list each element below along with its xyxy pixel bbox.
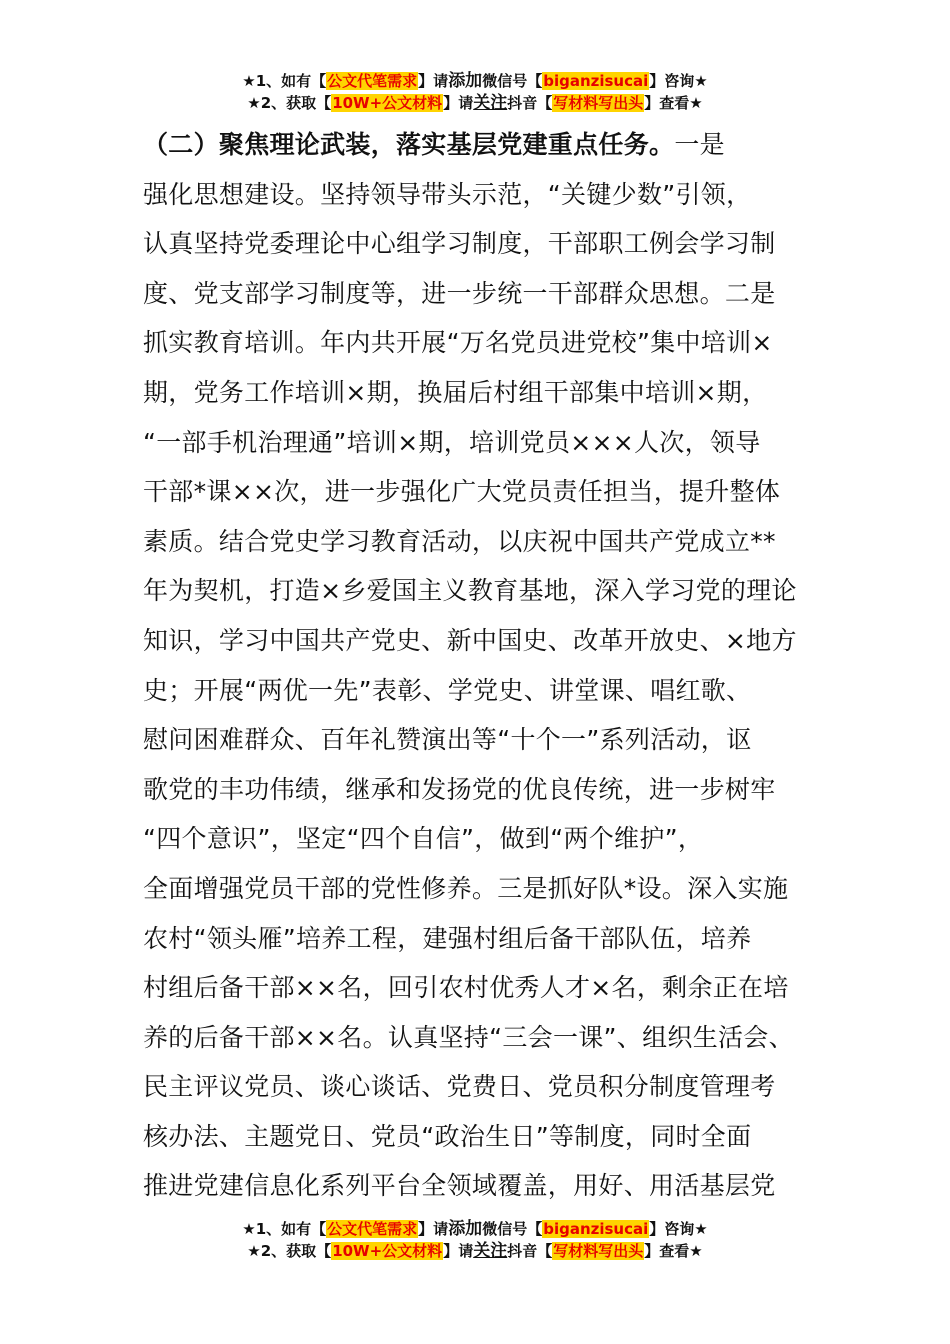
paragraph-line: 全面增强党员干部的党性修养。三是抓好队*设。深入实施 xyxy=(143,873,789,903)
paragraph-line: 歌党的丰功伟绩，继承和发扬党的优良传统，进一步树牢 xyxy=(143,774,776,804)
paragraph-line: 村组后备干部××名，回引农村优秀人才×名，剩余正在培 xyxy=(143,973,789,1003)
paragraph-line: 推进党建信息化系列平台全领域覆盖，用好、用活基层党 xyxy=(143,1171,776,1201)
paragraph-line: 度、党支部学习制度等，进一步统一干部群众思想。二是 xyxy=(143,278,776,308)
highlight-douyin-id: 写材料写出头 xyxy=(553,1242,644,1260)
paragraph-line: 民主评议党员、谈心谈话、党费日、党员积分制度管理考 xyxy=(143,1072,776,1102)
banner-text: 抖音【 xyxy=(507,1242,553,1260)
paragraph-line: 史；开展“两优一先”表彰、学党史、讲堂课、唱红歌、 xyxy=(143,675,752,705)
banner-text: ★2、获取【 xyxy=(247,94,332,112)
paragraph-line: 知识，学习中国共产党史、新中国史、改革开放史、×地方 xyxy=(143,625,797,655)
banner-text: 抖音【 xyxy=(507,94,553,112)
section-heading: （二）聚焦理论武装，落实基层党建重点任务。 xyxy=(143,130,675,159)
highlight-wechat-id: biganzisucai xyxy=(543,1220,649,1238)
banner-text: 】咨询★ xyxy=(649,1220,708,1238)
banner-text: 】请 xyxy=(443,94,474,112)
banner-text: ★2、获取【 xyxy=(247,1242,332,1260)
paragraph-line: 期，党务工作培训×期，换届后村组干部集中培训×期， xyxy=(143,377,768,407)
line-text: 一是 xyxy=(674,130,725,159)
paragraph-line: 素质。结合党史学习教育活动，以庆祝中国共产党成立** xyxy=(143,526,776,556)
emphasis-follow: 关注 xyxy=(473,93,508,113)
top-banner xyxy=(0,70,950,114)
banner-text: 】请 xyxy=(418,1220,449,1238)
banner-line-1 xyxy=(0,70,950,92)
paragraph-line: “一部手机治理通”培训×期，培训党员×××人次，领导 xyxy=(143,427,761,457)
banner-text: ★1、如有【 xyxy=(242,72,327,90)
paragraph-line: 干部*课××次，进一步强化广大党员责任担当，提升整体 xyxy=(143,477,781,507)
emphasis-add: 添加 xyxy=(448,71,483,91)
paragraph-line: 养的后备干部××名。认真坚持“三会一课”、组织生活会、 xyxy=(143,1022,794,1052)
banner-line-2 xyxy=(0,1240,950,1262)
bottom-banner xyxy=(0,1218,950,1262)
banner-text: 】请 xyxy=(443,1242,474,1260)
paragraph-line: 强化思想建设。坚持领导带头示范，“关键少数”引领， xyxy=(143,179,752,209)
emphasis-follow: 关注 xyxy=(473,1241,508,1261)
banner-text: 】查看★ xyxy=(644,94,703,112)
highlight-materials: 10W+公文材料 xyxy=(332,94,443,112)
paragraph-line: 抓实教育培训。年内共开展“万名党员进党校”集中培训× xyxy=(143,328,773,358)
highlight-materials: 10W+公文材料 xyxy=(332,1242,443,1260)
banner-text: 微信号【 xyxy=(482,72,543,90)
highlight-douyin-id: 写材料写出头 xyxy=(553,94,644,112)
banner-line-2 xyxy=(0,92,950,114)
banner-text: 】请 xyxy=(418,72,449,90)
paragraph-line: 认真坚持党委理论中心组学习制度，干部职工例会学习制 xyxy=(143,229,776,259)
banner-text: 微信号【 xyxy=(482,1220,543,1238)
banner-line-1 xyxy=(0,1218,950,1240)
paragraph-line: 慰问困难群众、百年礼赞演出等“十个一”系列活动，讴 xyxy=(143,725,752,755)
banner-text: 】咨询★ xyxy=(649,72,708,90)
banner-text: ★1、如有【 xyxy=(242,1220,327,1238)
paragraph-line: “四个意识”，坚定“四个自信”，做到“两个维护”， xyxy=(143,824,704,854)
document-body xyxy=(143,120,833,1211)
paragraph-line: 农村“领头雁”培养工程，建强村组后备干部队伍，培养 xyxy=(143,923,752,953)
highlight-wechat-id: biganzisucai xyxy=(543,72,649,90)
paragraph-line xyxy=(143,120,833,170)
highlight-service: 公文代笔需求 xyxy=(327,72,418,90)
banner-text: 】查看★ xyxy=(644,1242,703,1260)
highlight-service: 公文代笔需求 xyxy=(327,1220,418,1238)
emphasis-add: 添加 xyxy=(448,1219,483,1239)
paragraph-line: 核办法、主题党日、党员“政治生日”等制度，同时全面 xyxy=(143,1121,752,1151)
paragraph-line: 年为契机，打造×乡爱国主义教育基地，深入学习党的理论 xyxy=(143,576,797,606)
